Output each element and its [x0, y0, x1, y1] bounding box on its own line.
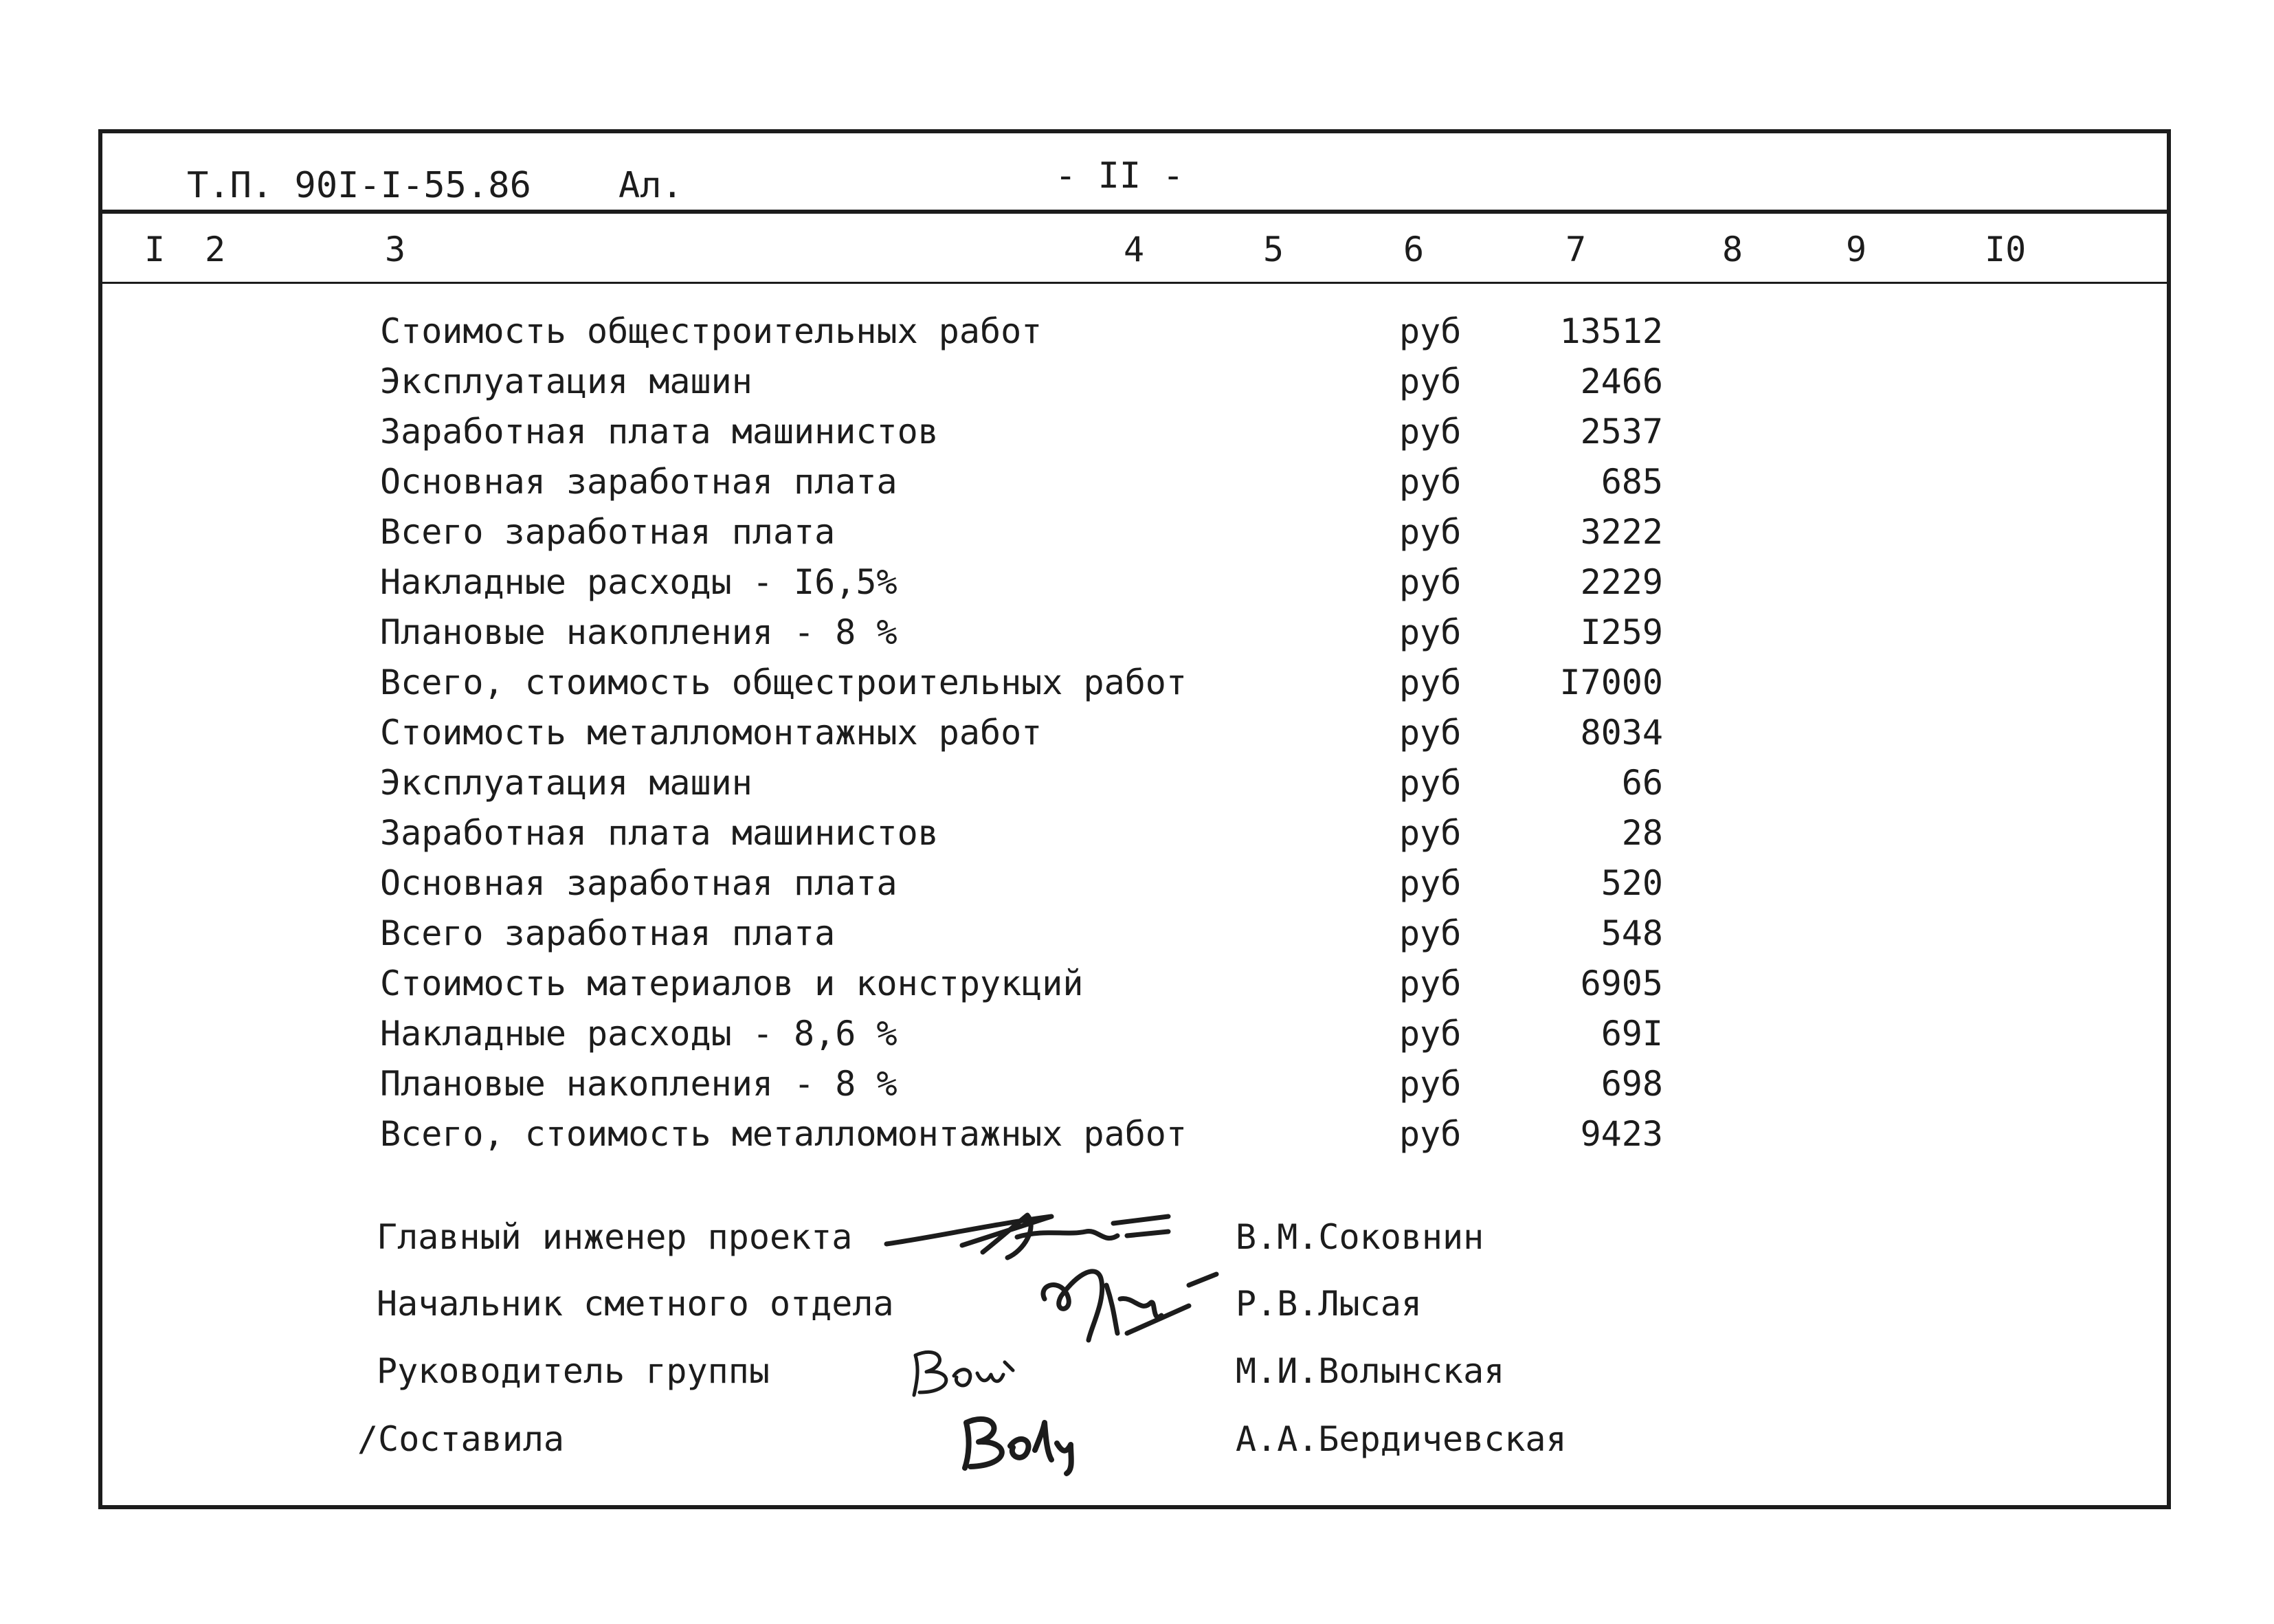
signer-role: /Составила [357, 1419, 565, 1459]
table-row [0, 457, 2268, 507]
signer-name: А.А.Бердичевская [1236, 1419, 1567, 1459]
header-divider-line [98, 210, 2171, 214]
row-unit: руб [1399, 713, 1462, 753]
row-unit: руб [1399, 913, 1462, 953]
row-unit: руб [1399, 964, 1462, 1003]
row-value: 8034 [1580, 713, 1663, 753]
signer-role: Начальник сметного отдела [377, 1284, 894, 1324]
album-label: Ал. [618, 165, 683, 206]
row-description: Стоимость материалов и конструкций [380, 964, 1084, 1003]
row-value: 6905 [1580, 964, 1663, 1003]
row-unit: руб [1399, 1064, 1462, 1104]
signer-role: Главный инженер проекта [377, 1217, 853, 1257]
row-description: Заработная плата машинистов [380, 412, 939, 452]
table-row [0, 909, 2268, 958]
row-value: 2537 [1580, 412, 1663, 452]
table-row [0, 658, 2268, 707]
table-row [0, 858, 2268, 908]
table-row [0, 507, 2268, 557]
row-unit: руб [1399, 412, 1462, 452]
row-value: 13512 [1559, 311, 1663, 351]
row-description: Плановые накопления - 8 % [380, 1064, 898, 1104]
column-number-3: 3 [385, 230, 406, 269]
column-number-9: 9 [1846, 230, 1867, 269]
row-unit: руб [1399, 863, 1462, 903]
column-number-4: 4 [1124, 230, 1145, 269]
handwritten-signature-estimate-head [1031, 1258, 1230, 1354]
page-marker: - II - [1055, 155, 1184, 197]
row-description: Всего заработная плата [380, 913, 836, 953]
row-value: 66 [1621, 763, 1663, 803]
table-row [0, 557, 2268, 607]
column-number-1: I [144, 230, 166, 269]
row-value: 520 [1601, 863, 1663, 903]
row-description: Плановые накопления - 8 % [380, 612, 898, 652]
row-unit: руб [1399, 663, 1462, 702]
row-description: Всего, стоимость общестроительных работ [380, 663, 1187, 702]
row-description: Стоимость общестроительных работ [380, 311, 1043, 351]
column-number-5: 5 [1263, 230, 1284, 269]
table-row [0, 407, 2268, 456]
row-unit: руб [1399, 462, 1462, 502]
handwritten-signature-group-lead [906, 1335, 1029, 1403]
column-header-divider-line [98, 282, 2171, 284]
row-value: 9423 [1580, 1114, 1663, 1154]
signature-row [0, 1412, 2268, 1467]
table-row [0, 808, 2268, 858]
row-unit: руб [1399, 763, 1462, 803]
row-description: Всего, стоимость металломонтажных работ [380, 1114, 1187, 1154]
column-number-6: 6 [1403, 230, 1425, 269]
row-description: Эксплуатация машин [380, 763, 753, 803]
row-unit: руб [1399, 813, 1462, 853]
row-unit: руб [1399, 512, 1462, 552]
table-row [0, 608, 2268, 657]
row-description: Основная заработная плата [380, 863, 898, 903]
table-row [0, 758, 2268, 808]
table-row [0, 1109, 2268, 1159]
document-code: Т.П. 90I-I-55.86 [187, 165, 531, 206]
signer-name: Р.В.Лысая [1236, 1284, 1422, 1324]
handwritten-signature-compiler [955, 1402, 1093, 1478]
column-number-7: 7 [1565, 230, 1587, 269]
row-description: Накладные расходы - 8,6 % [380, 1014, 898, 1054]
row-value: 548 [1601, 913, 1663, 953]
column-number-8: 8 [1722, 230, 1743, 269]
row-value: 2229 [1580, 562, 1663, 602]
table-row [0, 1059, 2268, 1109]
row-unit: руб [1399, 311, 1462, 351]
row-value: 685 [1601, 462, 1663, 502]
row-description: Всего заработная плата [380, 512, 836, 552]
row-unit: руб [1399, 1114, 1462, 1154]
row-value: 2466 [1580, 361, 1663, 401]
signer-name: М.И.Волынская [1236, 1351, 1505, 1391]
table-row [0, 357, 2268, 406]
row-value: 3222 [1580, 512, 1663, 552]
table-row [0, 959, 2268, 1008]
row-description: Эксплуатация машин [380, 361, 753, 401]
row-description: Накладные расходы - I6,5% [380, 562, 898, 602]
column-number-10: I0 [1985, 230, 2027, 269]
table-row [0, 1009, 2268, 1058]
row-unit: руб [1399, 361, 1462, 401]
row-description: Заработная плата машинистов [380, 813, 939, 853]
row-value: 69I [1601, 1014, 1663, 1054]
row-value: 28 [1621, 813, 1663, 853]
signer-role: Руководитель группы [377, 1351, 770, 1391]
row-value: 698 [1601, 1064, 1663, 1104]
row-description: Стоимость металломонтажных работ [380, 713, 1043, 753]
column-number-2: 2 [205, 230, 226, 269]
row-value: I259 [1580, 612, 1663, 652]
row-unit: руб [1399, 562, 1462, 602]
row-unit: руб [1399, 612, 1462, 652]
table-row [0, 708, 2268, 757]
row-description: Основная заработная плата [380, 462, 898, 502]
row-unit: руб [1399, 1014, 1462, 1054]
table-row [0, 307, 2268, 356]
row-value: I7000 [1559, 663, 1663, 702]
signer-name: В.М.Соковнин [1236, 1217, 1484, 1257]
